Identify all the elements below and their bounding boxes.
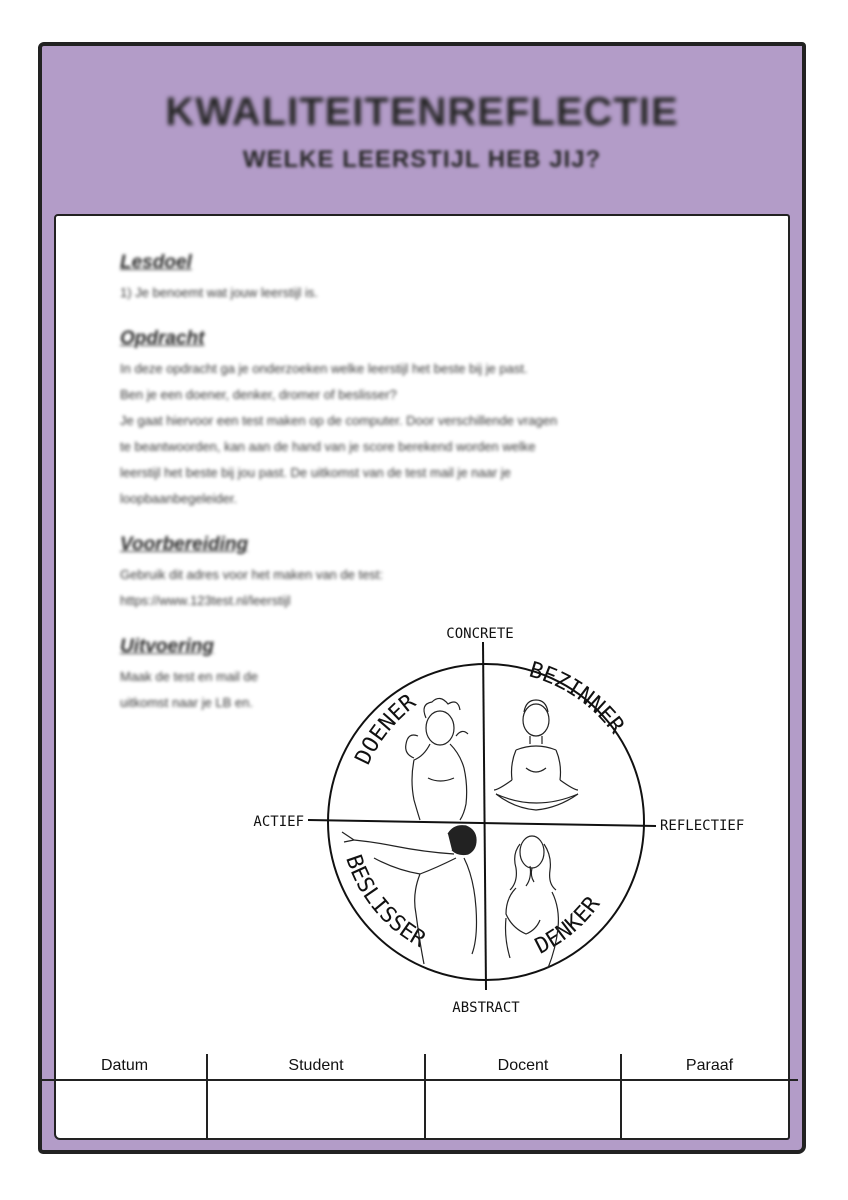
- doener-figure-icon: [406, 698, 468, 820]
- learning-style-svg: [250, 618, 750, 1018]
- section-body: [120, 280, 740, 306]
- cell-paraaf[interactable]: [622, 1081, 798, 1139]
- section-title: Uitvoering: [120, 636, 214, 657]
- vertical-axis: [483, 642, 486, 990]
- column-header-datum: Datum: [100, 1057, 149, 1074]
- section-line: Je gaat hiervoor een test maken op de computer. Door verschillende vragen: [120, 413, 558, 428]
- section-lesdoel: [120, 252, 740, 306]
- axis-label-left: ACTIEF: [253, 814, 304, 830]
- signature-table: [42, 1054, 798, 1140]
- section-line: te beantwoorden, kan aan de hand van je score berekend worden welke: [120, 439, 536, 454]
- cell-datum[interactable]: [42, 1081, 206, 1139]
- section-title: Lesdoel: [120, 252, 192, 273]
- section-line: uitkomst naar je LB en.: [120, 695, 253, 710]
- quadrant-label-beslisser: BESLISSER: [340, 851, 430, 953]
- learning-style-diagram: [250, 618, 750, 1018]
- section-line: https://www.123test.nl/leerstijl: [120, 593, 291, 608]
- column-header-student: Student: [288, 1057, 344, 1074]
- axis-label-top: CONCRETE: [446, 626, 514, 642]
- axis-label-right: REFLECTIEF: [660, 818, 745, 834]
- header: [38, 42, 806, 214]
- section-line: leerstijl het beste bij jou past. De uitkomst van de test mail je naar je: [120, 465, 511, 480]
- section-line: loopbaanbegeleider.: [120, 491, 238, 506]
- page-title: KWALITEITENREFLECTIE: [165, 90, 679, 134]
- section-line: Maak de test en mail de: [120, 669, 259, 684]
- section-title: Voorbereiding: [120, 534, 249, 555]
- quadrant-label-doener: DOENER: [350, 689, 421, 769]
- section-opdracht: [120, 328, 740, 512]
- horizontal-axis: [308, 820, 656, 826]
- cell-docent[interactable]: [426, 1081, 620, 1139]
- bezinner-figure-icon: [494, 700, 578, 810]
- axis-label-bottom: ABSTRACT: [452, 1000, 520, 1016]
- column-header-docent: Docent: [497, 1057, 549, 1074]
- section-line: In deze opdracht ga je onderzoeken welke leerstijl het beste bij je past.: [120, 361, 528, 376]
- section-line: Gebruik dit adres voor het maken van de test:: [120, 567, 384, 582]
- quadrant-label-denker: DENKER: [531, 892, 606, 960]
- quadrant-label-bezinner: BEZINNER: [526, 657, 629, 739]
- section-voorbereiding: [120, 534, 740, 614]
- section-body: [120, 562, 740, 614]
- cell-student[interactable]: [208, 1081, 424, 1139]
- column-header-paraaf: Paraaf: [685, 1057, 734, 1074]
- page-subtitle: WELKE LEERSTIJL HEB JIJ?: [242, 146, 602, 173]
- section-line: 1) Je benoemt wat jouw leerstijl is.: [120, 285, 318, 300]
- section-body: [120, 356, 740, 512]
- section-title: Opdracht: [120, 328, 205, 349]
- section-line: Ben je een doener, denker, dromer of beslisser?: [120, 387, 397, 402]
